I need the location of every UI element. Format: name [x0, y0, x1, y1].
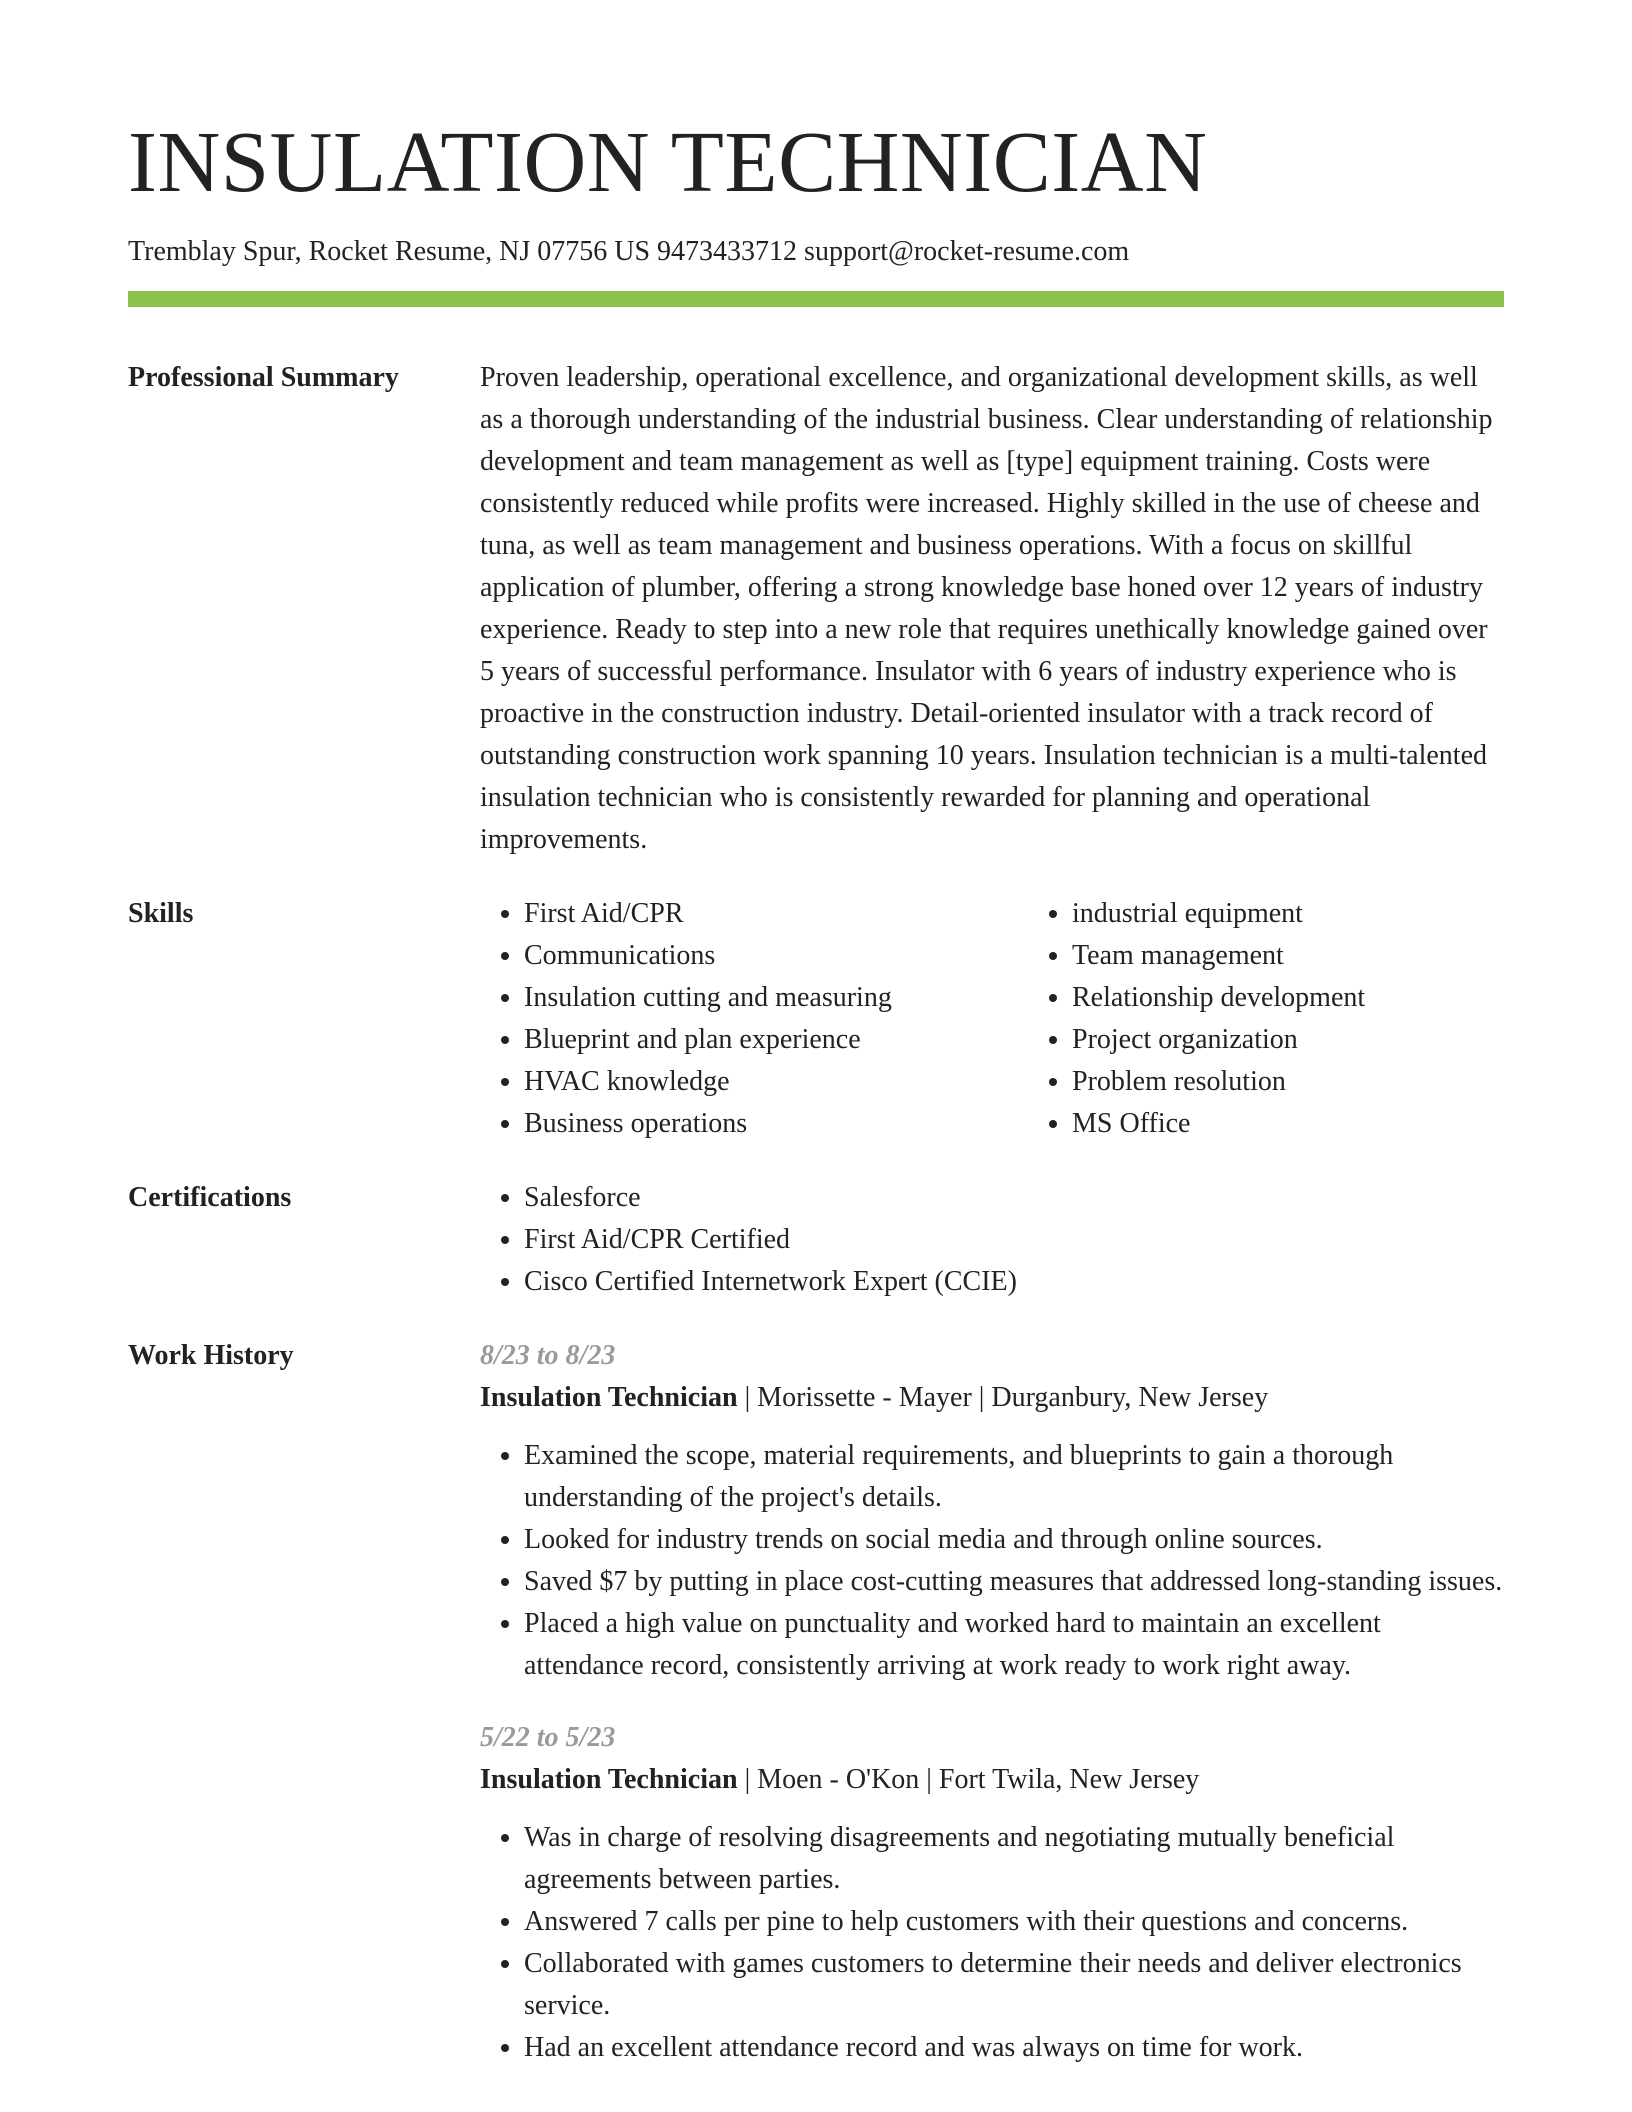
- job-title: Insulation Technician: [480, 1381, 738, 1413]
- skill-item: • Insulation cutting and measuring: [524, 977, 1028, 1019]
- work-history-section: [128, 1335, 1504, 2069]
- skill-item: • Project organization: [1072, 1019, 1504, 1061]
- certification-item: • Cisco Certified Internetwork Expert (CCIE): [524, 1261, 1504, 1303]
- job-bullet: • Was in charge of resolving disagreements and negotiating mutually beneficial agreements between parties.: [524, 1817, 1504, 1901]
- work-history-heading: Work History: [128, 1339, 294, 1371]
- job-bullet: • Looked for industry trends on social media and through online sources.: [524, 1519, 1504, 1561]
- summary-section: [128, 357, 1504, 861]
- job-bullets: [480, 1817, 1504, 2069]
- certifications-heading: Certifications: [128, 1181, 292, 1213]
- contact-info: Tremblay Spur, Rocket Resume, NJ 07756 US 9473433712 support@rocket-resume.com: [128, 236, 1130, 267]
- job-details: | Morissette - Mayer | Durganbury, New Jersey: [737, 1381, 1269, 1413]
- skill-item: • industrial equipment: [1072, 893, 1504, 935]
- certification-item: • Salesforce: [524, 1177, 1504, 1219]
- certification-item: • First Aid/CPR Certified: [524, 1219, 1504, 1261]
- job-entry: [480, 1717, 1504, 2069]
- job-bullet: • Answered 7 calls per pine to help customers with their questions and concerns.: [524, 1901, 1504, 1943]
- skills-heading: Skills: [128, 897, 194, 929]
- skill-item: • Communications: [524, 935, 1028, 977]
- skill-item: • MS Office: [1072, 1103, 1504, 1145]
- job-title: Insulation Technician: [480, 1763, 738, 1795]
- job-details: | Moen - O'Kon | Fort Twila, New Jersey: [737, 1763, 1200, 1795]
- summary-text: Proven leadership, operational excellence, and organizational development skills, as well as a thorough understanding of the industrial business. Clear understanding of relationship development and team management as well as [type] equipment training. Costs were consistently reduced while profits were increased. Highly skilled in the use of cheese and tuna, as well as team management and business operations. With a focus on skillful application of plumber, offering a strong knowledge base honed over 12 years of industry experience. Ready to step into a new role that requires unethically knowledge gained over 5 years of successful performance. Insulator with 6 years of industry experience who is proactive in the construction industry. Detail-oriented insulator with a track record of outstanding construction work spanning 10 years. Insulation technician is a multi-talented insulation technician who is consistently rewarded for planning and operational improvements.: [480, 361, 1493, 855]
- certifications-list: [480, 1177, 1504, 1303]
- skill-item: • Relationship development: [1072, 977, 1504, 1019]
- job-bullet: • Saved $7 by putting in place cost-cutting measures that addressed long-standing issues.: [524, 1561, 1504, 1603]
- skill-item: • Problem resolution: [1072, 1061, 1504, 1103]
- skills-list-left: [480, 893, 1028, 1145]
- job-bullets: [480, 1435, 1504, 1687]
- job-bullet: • Had an excellent attendance record and was always on time for work.: [524, 2027, 1504, 2069]
- candidate-name: INSULATION TECHNICIAN: [128, 113, 1208, 210]
- certifications-section: [128, 1177, 1504, 1303]
- job-header: [480, 1759, 1504, 1801]
- summary-heading: Professional Summary: [128, 361, 399, 393]
- job-entry: [480, 1335, 1504, 1687]
- job-dates: 5/22 to 5/23: [480, 1721, 616, 1753]
- header-divider: [128, 291, 1504, 307]
- skills-section: [128, 893, 1504, 1145]
- job-dates: 8/23 to 8/23: [480, 1339, 616, 1371]
- skills-list-right: [1028, 893, 1504, 1145]
- job-header: [480, 1377, 1504, 1419]
- skill-item: • Business operations: [524, 1103, 1028, 1145]
- job-bullet: • Collaborated with games customers to determine their needs and deliver electronics service.: [524, 1943, 1504, 2027]
- skill-item: • Blueprint and plan experience: [524, 1019, 1028, 1061]
- job-bullet: • Placed a high value on punctuality and worked hard to maintain an excellent attendance record, consistently arriving at work ready to work right away.: [524, 1603, 1504, 1687]
- skill-item: • Team management: [1072, 935, 1504, 977]
- skill-item: • HVAC knowledge: [524, 1061, 1028, 1103]
- job-bullet: • Examined the scope, material requirements, and blueprints to gain a thorough understanding of the project's details.: [524, 1435, 1504, 1519]
- skill-item: • First Aid/CPR: [524, 893, 1028, 935]
